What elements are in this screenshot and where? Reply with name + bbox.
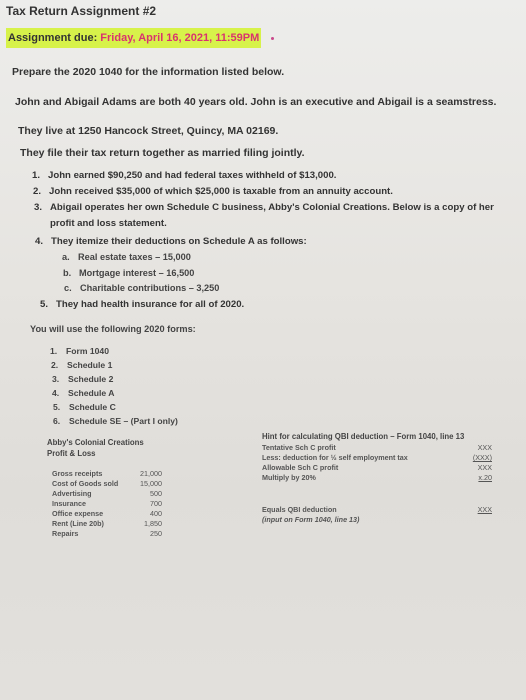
form-item: 5. Schedule C (53, 402, 116, 412)
hint-row-value: (XXX) (472, 453, 492, 462)
page-title: Tax Return Assignment #2 (6, 4, 157, 18)
due-date: Friday, April 16, 2021, 11:59PM (100, 32, 260, 44)
hint-equals-value: XXX (477, 505, 492, 514)
hint-row-label: Less: deduction for ½ self employment tax (262, 453, 408, 462)
pl-subtitle: Profit & Loss (47, 449, 96, 458)
hint-row-value: XXX (477, 463, 492, 472)
deduction-item: a. Real estate taxes – 15,000 (62, 252, 191, 262)
list-item: 5. They had health insurance for all of 2020. (40, 299, 245, 310)
list-item: 1. John earned $90,250 and had federal taxes withheld of $13,000. (32, 170, 337, 181)
pl-row-label: Rent (Line 20b) (52, 519, 104, 528)
due-date-row (6, 28, 274, 48)
pl-row-label: Advertising (52, 489, 92, 498)
pl-row-value: 400 (150, 509, 162, 518)
hint-row-value: XXX (477, 443, 492, 452)
form-item: 6. Schedule SE – (Part I only) (53, 416, 178, 426)
form-item: 2. Schedule 1 (51, 360, 113, 370)
hint-row-label: Tentative Sch C profit (262, 443, 336, 452)
due-label: Assignment due: (8, 32, 98, 44)
pl-row-label: Office expense (52, 509, 104, 518)
pl-row-label: Cost of Goods sold (52, 479, 119, 488)
intro-line-2: John and Abigail Adams are both 40 years old. John is an executive and Abigail is a seamstress. (15, 96, 497, 108)
pl-row-value: 700 (150, 499, 162, 508)
hint-title: Hint for calculating QBI deduction – Form 1040, line 13 (262, 432, 465, 441)
due-highlight (6, 28, 261, 48)
form-item: 4. Schedule A (52, 388, 115, 398)
list-item: 2. John received $35,000 of which $25,000 is taxable from an annuity account. (33, 186, 393, 197)
hint-row-value: x.20 (478, 473, 492, 482)
form-item: 1. Form 1040 (50, 346, 109, 356)
deduction-item: b. Mortgage interest – 16,500 (63, 268, 195, 278)
forms-intro: You will use the following 2020 forms: (30, 324, 196, 334)
list-item: 3. Abigail operates her own Schedule C business, Abby's Colonial Creations. Below is a copy of her (34, 202, 494, 213)
intro-line-4: They file their tax return together as married filing jointly. (20, 147, 305, 159)
hint-row-label: Allowable Sch C profit (262, 463, 339, 472)
hint-equals-note: (input on Form 1040, line 13) (262, 515, 360, 524)
pl-row-value: 500 (150, 489, 162, 498)
annotation-dot (271, 37, 274, 40)
hint-equals-label: Equals QBI deduction (262, 505, 337, 514)
intro-line-3: They live at 1250 Hancock Street, Quincy, MA 02169. (18, 125, 279, 137)
list-item: 4. They itemize their deductions on Schedule A as follows: (35, 236, 307, 247)
hint-row-label: Multiply by 20% (262, 473, 316, 482)
deduction-item: c. Charitable contributions – 3,250 (64, 283, 220, 293)
pl-row-value: 21,000 (140, 469, 162, 478)
pl-row-value: 250 (150, 529, 162, 538)
list-item-continuation: profit and loss statement. (50, 218, 167, 229)
pl-row-label: Repairs (52, 529, 79, 538)
pl-row-value: 1,850 (144, 519, 162, 528)
intro-line-1: Prepare the 2020 1040 for the information listed below. (12, 66, 285, 78)
pl-row-label: Insurance (52, 499, 86, 508)
pl-title: Abby's Colonial Creations (47, 438, 144, 447)
pl-row-value: 15,000 (140, 479, 162, 488)
pl-row-label: Gross receipts (52, 469, 103, 478)
form-item: 3. Schedule 2 (52, 374, 114, 384)
